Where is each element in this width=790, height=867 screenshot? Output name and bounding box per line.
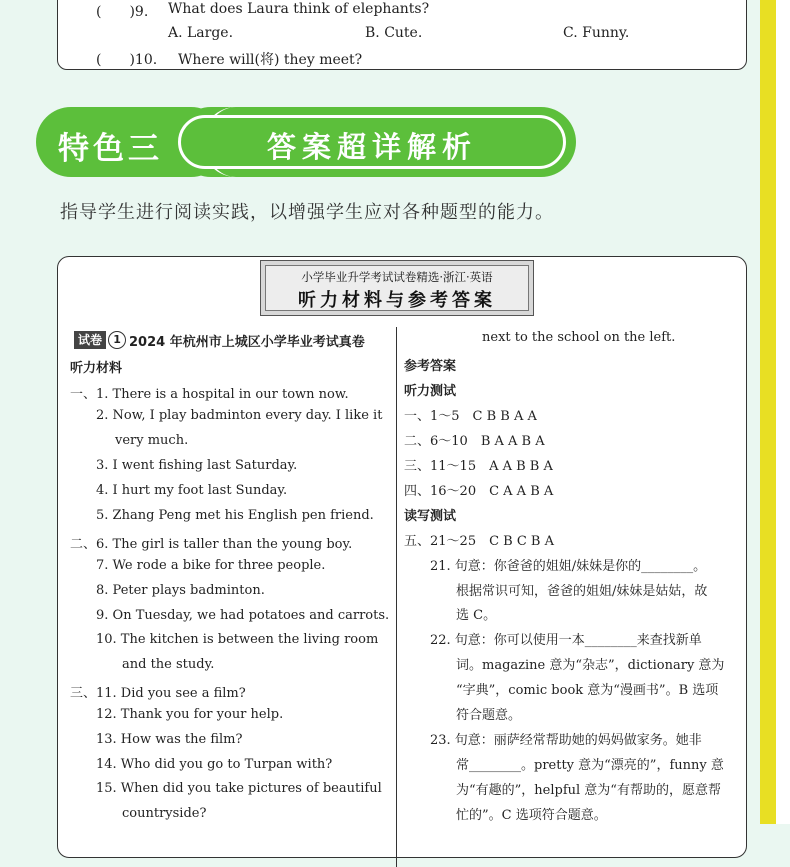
answer-row-4: 四、16～20 C A A B A: [404, 484, 554, 499]
listening-line-13: 13. How was the film?: [96, 732, 243, 747]
answer-row-5: 五、21～25 C B C B A: [404, 534, 555, 549]
paper-title: 2024 年杭州市上城区小学毕业考试真卷: [129, 334, 365, 350]
banner-left-label: 特色三: [58, 131, 163, 167]
right-continuation: next to the school on the left.: [482, 330, 676, 345]
listening-line-10: 10. The kitchen is between the living room: [96, 632, 379, 647]
listening-line-3: 3. I went fishing last Saturday.: [96, 458, 298, 473]
listening-line-15: 15. When did you take pictures of beautiful: [96, 781, 382, 796]
explanation-22-cont3: 符合题意。: [456, 708, 522, 723]
q10-prefix: ( )10.: [96, 52, 158, 68]
side-strip-decoration: [760, 0, 776, 824]
explanation-23-cont2: 为“有趣的”，helpful 意为“有帮助的，愿意帮: [456, 783, 721, 798]
q9-option-b: B. Cute.: [365, 25, 423, 41]
listening-line-15-cont: countryside?: [122, 806, 207, 821]
listening-line-14: 14. Who did you go to Turpan with?: [96, 757, 333, 772]
listening-line-2: 2. Now, I play badminton every day. I like it: [96, 408, 383, 423]
listening-line-2-cont: very much.: [115, 433, 189, 448]
banner-right-label: 答案超详解析: [267, 130, 478, 164]
banner-right-pill: [178, 115, 566, 169]
answer-page-box: [57, 256, 747, 858]
q9-option-a: A. Large.: [168, 25, 234, 41]
paper-tag: 试卷: [74, 331, 106, 349]
answer-row-3: 三、11～15 A A B B A: [404, 459, 553, 474]
feature-banner: [36, 107, 576, 177]
explanation-21-cont2: 选 C。: [456, 608, 497, 623]
answer-heading: 参考答案: [404, 359, 457, 374]
reading-writing-heading: 读写测试: [404, 509, 457, 524]
listening-line-8: 8. Peter plays badminton.: [96, 583, 265, 598]
paper-number-badge: 1: [108, 331, 126, 349]
answer-row-1: 一、1～5 C B B A A: [404, 409, 537, 424]
listening-line-12: 12. Thank you for your help.: [96, 707, 284, 722]
listening-line-1: 一、1. There is a hospital in our town now.: [70, 387, 349, 402]
question-box-top: [57, 0, 747, 70]
explanation-23-cont1: 常________。pretty 意为“漂亮的”，funny 意: [456, 758, 724, 773]
listening-line-6: 二、6. The girl is taller than the young boy.: [70, 537, 353, 552]
listening-test-heading: 听力测试: [404, 384, 457, 399]
explanation-23: 23. 句意：丽萨经常帮助她的妈妈做家务。她非: [430, 733, 702, 748]
explanation-22-cont2: “字典”，comic book 意为“漫画书”。B 选项: [456, 683, 719, 698]
explanation-22-cont1: 词。magazine 意为“杂志”，dictionary 意为: [456, 658, 725, 673]
q9-option-c: C. Funny.: [563, 25, 630, 41]
listening-line-4: 4. I hurt my foot last Sunday.: [96, 483, 288, 498]
q9-text: What does Laura think of elephants?: [168, 1, 430, 17]
answer-row-2: 二、6～10 B A A B A: [404, 434, 545, 449]
explanation-21: 21. 句意：你爸爸的姐姐/妹妹是你的________。: [430, 559, 707, 574]
right-margin: [776, 0, 790, 824]
explanation-22: 22. 句意：你可以使用一本________来查找新单: [430, 633, 702, 648]
listening-line-5: 5. Zhang Peng met his English pen friend.: [96, 508, 374, 523]
explanation-23-cont3: 忙的”。C 选项符合题意。: [456, 808, 607, 823]
header-main-title: 听力材料与参考答案: [298, 290, 496, 311]
left-section-heading: 听力材料: [70, 361, 123, 376]
q10-text: Where will(将) they meet?: [178, 52, 363, 68]
listening-line-7: 7. We rode a bike for three people.: [96, 558, 326, 573]
section-subtitle: 指导学生进行阅读实践，以增强学生应对各种题型的能力。: [60, 202, 554, 223]
header-top-line: 小学毕业升学考试试卷精选·浙江·英语: [301, 270, 493, 284]
listening-line-10-cont: and the study.: [122, 657, 215, 672]
listening-line-9: 9. On Tuesday, we had potatoes and carrots.: [96, 608, 390, 623]
explanation-21-cont1: 根据常识可知，爸爸的姐姐/妹妹是姑姑，故: [456, 584, 708, 599]
column-divider: [396, 327, 397, 867]
q9-prefix: ( )9.: [96, 4, 149, 20]
paper-title-row: [74, 331, 365, 349]
listening-line-11: 三、11. Did you see a film?: [70, 686, 246, 701]
header-badge: [260, 260, 534, 316]
